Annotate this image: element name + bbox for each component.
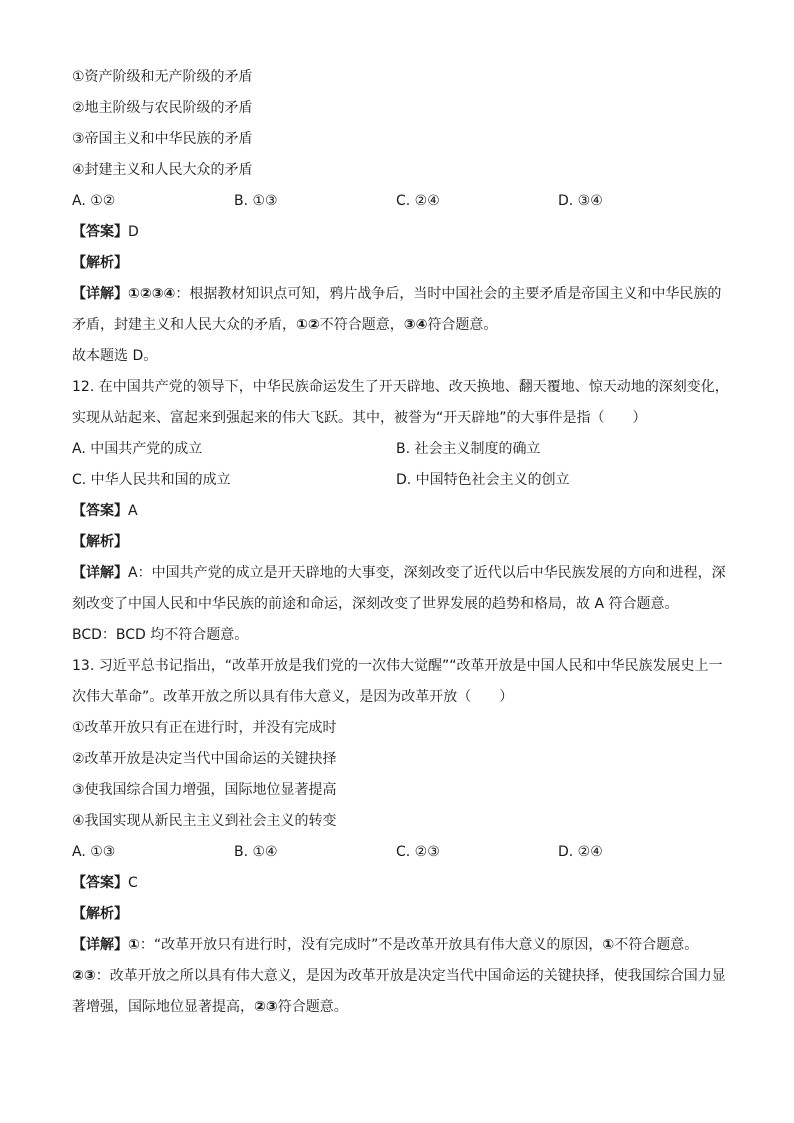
answer-value: A: [128, 503, 138, 519]
q13-item-4: ④我国实现从新民主主义到社会主义的转变: [72, 813, 337, 829]
answer-tag: 【答案】: [72, 503, 128, 519]
q13-analysis-tag: 【解析】: [72, 906, 128, 922]
answer-tag: 【答案】: [72, 224, 128, 240]
q12-options-row2: [72, 465, 732, 496]
detail-tag: 【详解】: [72, 286, 128, 302]
q11-option-d: D. ③④: [558, 193, 603, 209]
q13-answer: [72, 868, 732, 899]
q11-item-1: ①资产阶级和无产阶级的矛盾: [72, 69, 253, 85]
q12-options-row1: [72, 434, 732, 465]
document-page: [72, 62, 732, 1023]
q12-answer: [72, 496, 732, 527]
q11-detail: 【详解】①②③④：根据教材知识点可知，鸦片战争后，当时中国社会的主要矛盾是帝国主义和中华民族的矛盾，封建主义和人民大众的矛盾，①②不符合题意，③④符合题意。: [72, 286, 722, 333]
q11-conclusion: 故本题选 D。: [72, 348, 158, 364]
q13-options: [72, 837, 732, 868]
q11-item-3: ③帝国主义和中华民族的矛盾: [72, 131, 253, 147]
q11-analysis-tag: 【解析】: [72, 255, 128, 271]
q13-option-b: B. ①④: [234, 844, 278, 860]
detail-tag: 【详解】: [72, 565, 128, 581]
answer-tag: 【答案】: [72, 875, 128, 891]
q12-option-c: C. 中华人民共和国的成立: [72, 472, 231, 488]
detail-tag: 【详解】: [72, 937, 128, 953]
q13-option-c: C. ②③: [396, 844, 440, 860]
q12-option-a: A. 中国共产党的成立: [72, 441, 203, 457]
q12-detail: 【详解】A：中国共产党的成立是开天辟地的大事变，深刻改变了近代以后中华民族发展的方向和进程，深刻改变了中国人民和中华民族的前途和命运，深刻改变了世界发展的趋势和格局，故 A 符合题意。: [72, 565, 726, 612]
q13-item-2: ②改革开放是决定当代中国命运的关键抉择: [72, 751, 337, 767]
q11-option-b: B. ①③: [234, 193, 278, 209]
q13-option-d: D. ②④: [558, 844, 603, 860]
q12-option-d: D. 中国特色社会主义的创立: [396, 472, 570, 488]
answer-value: D: [128, 224, 139, 240]
q12-stem: 12. 在中国共产党的领导下，中华民族命运发生了开天辟地、改天换地、翻天覆地、惊天动地的深刻变化，实现从站起来、富起来到强起来的伟大飞跃。其中，被誉为“开天辟地”的大事件是指（ ）: [72, 379, 729, 426]
q13-option-a: A. ①③: [72, 844, 116, 860]
q13-detail: 【详解】①：“改革开放只有进行时，没有完成时”不是改革开放具有伟大意义的原因，①不符合题意。 ②③：改革开放之所以具有伟大意义，是因为改革开放是决定当代中国命运的关键抉择，使我国综合国力显著增强，国际地位显著提高，②③符合题意。: [72, 937, 726, 1015]
q12-analysis-tag: 【解析】: [72, 534, 128, 550]
answer-value: C: [128, 875, 138, 891]
q11-option-a: A. ①②: [72, 193, 116, 209]
q11-answer: [72, 217, 732, 248]
q11-option-c: C. ②④: [396, 193, 440, 209]
q12-detail-2: BCD：BCD 均不符合题意。: [72, 627, 249, 643]
q13-item-1: ①改革开放只有正在进行时，并没有完成时: [72, 720, 337, 736]
q12-option-b: B. 社会主义制度的确立: [396, 441, 541, 457]
q11-item-2: ②地主阶级与农民阶级的矛盾: [72, 100, 253, 116]
q13-item-3: ③使我国综合国力增强，国际地位显著提高: [72, 782, 337, 798]
q13-stem: 13. 习近平总书记指出，“改革开放是我们党的一次伟大觉醒”“改革开放是中国人民和中华民族发展史上一次伟大革命”。改革开放之所以具有伟大意义，是因为改革开放（ ）: [72, 658, 723, 705]
q11-options: [72, 186, 732, 217]
q11-item-4: ④封建主义和人民大众的矛盾: [72, 162, 253, 178]
